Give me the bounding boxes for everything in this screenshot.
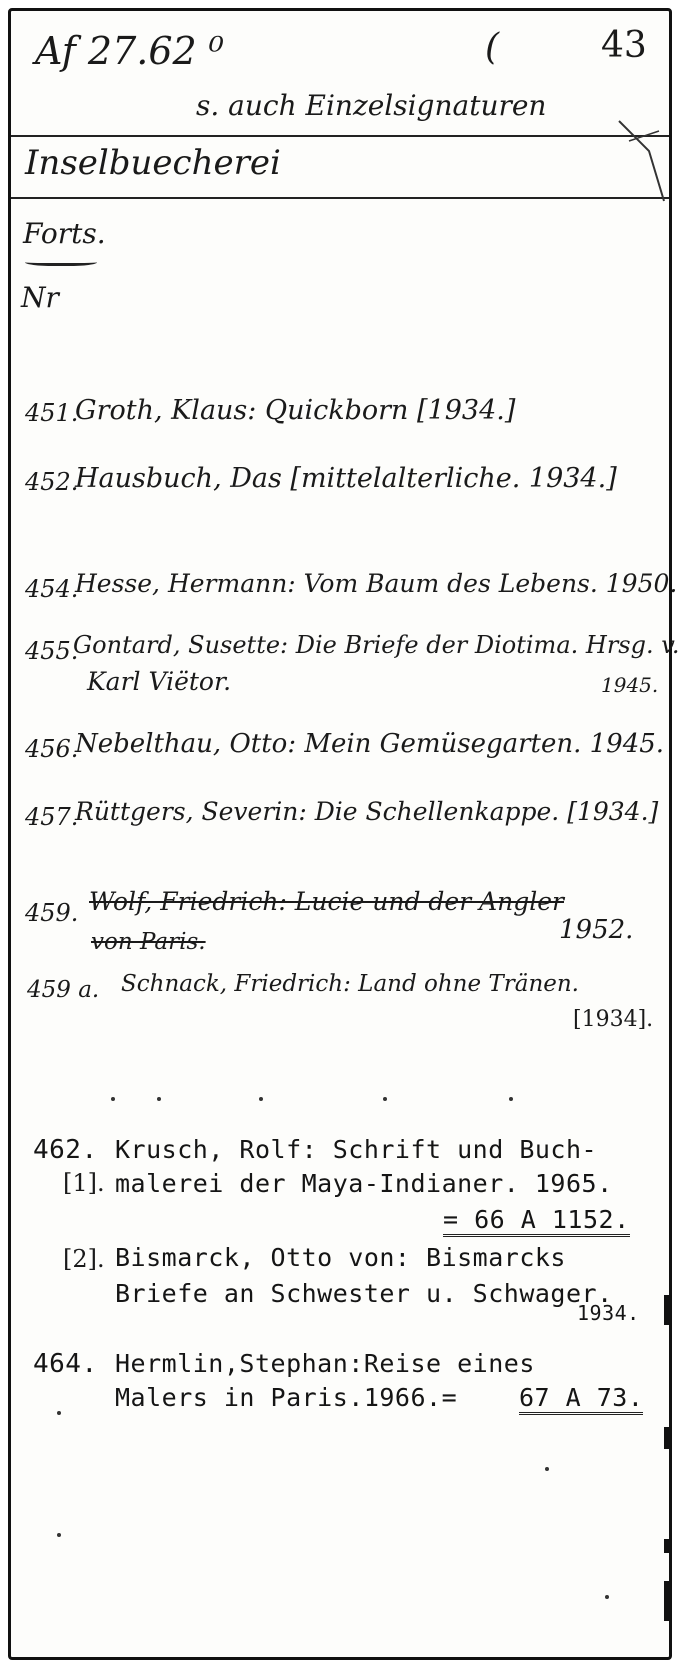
entry-text: Schnack, Friedrich: Land ohne Tränen. [121,971,579,997]
forts-squiggle [25,257,97,266]
speck [57,1411,61,1415]
entry-number: 459 a. [27,977,100,1003]
entry-number: 454. [25,575,79,603]
separator-dot [111,1097,115,1101]
entry-text: Hausbuch, Das [mittelalterliche. 1934.] [75,463,617,494]
entry-text: Rüttgers, Severin: Die Schellenkappe. [1934.] [75,797,659,826]
speck [57,1533,61,1537]
entry-text: Wolf, Friedrich: Lucie und der Angler [89,887,564,916]
separator-dot [259,1097,263,1101]
see-also-note: s. auch Einzelsignaturen [196,89,547,122]
corner-scribble-icon [609,111,669,221]
shelf-reference: = 66 A 1152. [443,1205,630,1237]
nr-label: Nr [21,281,59,314]
shelf-signature: Af 27.62 ⁰ [35,29,225,73]
entry-number: 451. [25,399,79,427]
shelf-reference: 67 A 73. [519,1383,643,1415]
entry-number: 464. [33,1349,98,1379]
entry-line1: Hermlin,Stephan:Reise eines [115,1349,535,1378]
edge-mark [664,1295,672,1325]
entry-line2: malerei der Maya-Indianer. 1965. [115,1169,613,1198]
entry-number: 455. [25,637,79,665]
edge-mark [664,1581,672,1621]
separator-dot [157,1097,161,1101]
page-number: 43 [601,25,647,66]
entry-line1: Bismarck, Otto von: Bismarcks [115,1243,566,1272]
header-rule-2 [11,197,669,199]
entry-year: 1945. [601,673,659,697]
entry-number: 456. [25,735,79,763]
entry-text-line2: Karl Viëtor. [87,667,232,696]
entry-line1: Krusch, Rolf: Schrift und Buch- [115,1135,598,1164]
forts-label: Forts. [23,217,106,250]
entry-line2: Malers in Paris.1966.= [115,1383,458,1412]
sub-index: [1]. [63,1169,105,1197]
sub-index: [2]. [63,1245,105,1273]
speck [545,1467,549,1471]
speck [605,1595,609,1599]
entry-number: 459. [25,899,79,927]
series-title: Inselbuecherei [25,143,281,183]
entry-number: 457. [25,803,79,831]
entry-text: Gontard, Susette: Die Briefe der Diotima. Hrsg. v. [73,631,680,659]
entry-text-line2: von Paris. [91,929,206,955]
entry-year: 1952. [559,915,634,945]
entry-number: 462. [33,1135,98,1165]
edge-mark [664,1539,672,1553]
separator-dot [509,1097,513,1101]
catalog-card [8,8,680,1660]
entry-text: Groth, Klaus: Quickborn [1934.] [75,395,516,426]
entry-year: 1934. [577,1301,640,1325]
entry-text: Hesse, Hermann: Vom Baum des Lebens. 1950. [75,569,678,598]
entry-number: 452. [25,468,79,496]
header-rule-1 [11,135,669,137]
entry-year: [1934]. [573,1007,654,1032]
paren-mark: ( [485,27,500,68]
entry-line2: Briefe an Schwester u. Schwager. [115,1279,613,1308]
separator-dot [383,1097,387,1101]
edge-mark [664,1427,672,1449]
entry-text: Nebelthau, Otto: Mein Gemüsegarten. 1945. [75,729,665,759]
